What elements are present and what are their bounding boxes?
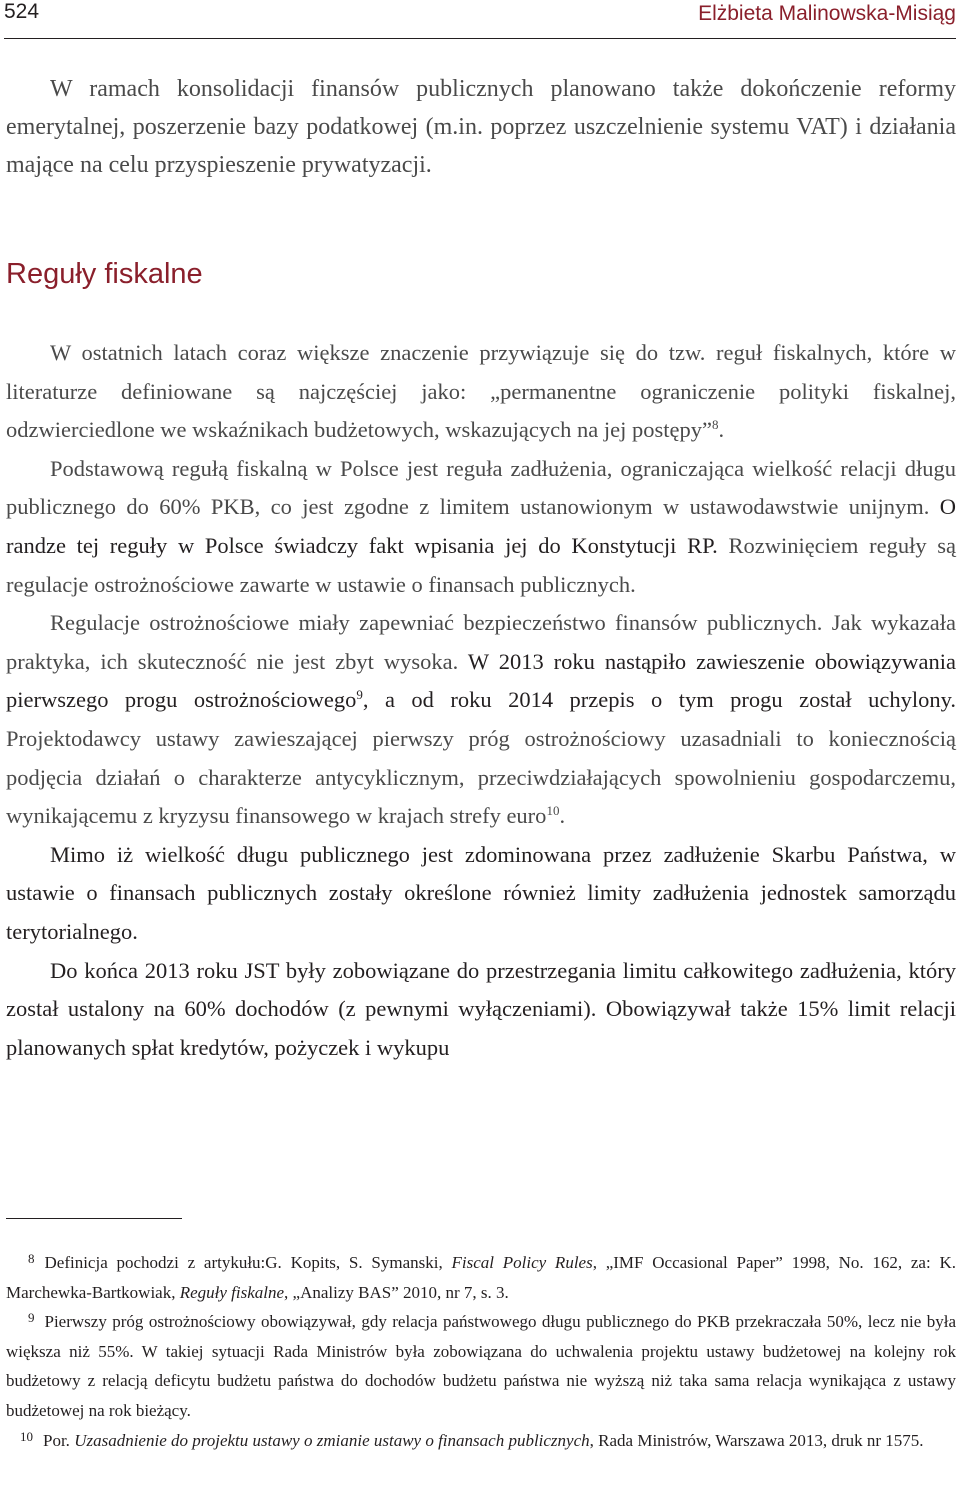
section-heading: Reguły fiskalne xyxy=(6,258,203,290)
body-text xyxy=(6,334,956,1067)
footnote-ref-9[interactable]: 9 xyxy=(356,687,363,703)
paragraph-2 xyxy=(6,450,956,604)
paragraph-2-text-b: O randze tej reguły w Polsce świadczy fakt wpisania jej do Konstytucji RP. xyxy=(6,494,956,558)
page-number: 524 xyxy=(4,0,40,23)
footnote-ref-10[interactable]: 10 xyxy=(546,803,560,819)
paragraph-3-end: . xyxy=(559,803,566,829)
paragraph-3-text-d: Projektodawcy ustawy zawieszającej pierwszy próg ostrożnościowy uzasadniali to koniecznością podjęcia działań o charakterze antycyklicznym, przeciwdziałających spowolnieniu gospodarczemu, wynikającemu z kryzysu finansowego w krajach strefy euro xyxy=(6,725,956,829)
footnotes xyxy=(6,1248,956,1455)
footnote-9: 9 Pierwszy próg ostrożnościowy obowiązywał, gdy relacja państwowego długu publicznego do PKB przekraczała 50%, lecz nie była większa niż 55%. W takiej sytuacji Rada Ministrów była zobowiązana do uchwalenia projektu ustawy budżetowej na kolejny rok budżetowy z relacją deficytu budżetu państwa do dochodów budżetu państwa nie wyższą niż taka sama relacja wynikająca z ustawy budżetowej na rok bieżący. xyxy=(6,1310,956,1420)
paragraph-3-text-c: , a od roku 2014 przepis o tym progu został uchylony. xyxy=(362,687,956,713)
footnote-8-title-1: Fiscal Policy Rules xyxy=(451,1253,593,1272)
paragraph-1 xyxy=(6,334,956,450)
intro-paragraph: W ramach konsolidacji finansów publicznych planowano także dokończenie reformy emerytalnej, poszerzenie bazy podatkowej (m.in. poprzez uszczelnienie systemu VAT) i działania mające na celu przyspieszenie prywatyzacji. xyxy=(6,76,956,178)
running-header xyxy=(4,0,956,39)
footnote-divider xyxy=(6,1218,182,1219)
paragraph-1-end: . xyxy=(718,417,725,443)
footnote-8-text-a: Definicja pochodzi z artykułu:G. Kopits, S. Symanski, xyxy=(44,1253,452,1272)
footnote-8: 8 Definicja pochodzi z artykułu:G. Kopits, S. Symanski, Fiscal Policy Rules, „IMF Occasional Paper” 1998, No. 162, za: K. Marchewka-Bartkowiak, Reguły fiskalne, „Analizy BAS” 2010, nr 7, s. 3. xyxy=(6,1251,956,1302)
paragraph-3-text-b: W 2013 roku nastąpiło zawieszenie obowiązywania pierwszego progu ostrożnościowego xyxy=(6,648,956,713)
footnote-10-text-a: Por. xyxy=(43,1430,75,1450)
paragraph-3 xyxy=(6,604,956,836)
footnote-10: 10 Por. Uzasadnienie do projektu ustawy o zmianie ustawy o finansach publicznych, Rada Ministrów, Warszawa 2013, druk nr 1575. xyxy=(20,1428,924,1450)
paragraph-3-text-a: Regulacje ostrożnościowe miały zapewniać bezpieczeństwo finansów publicznych. Jak wykazała praktyka, ich skuteczność nie jest zbyt wysoka. xyxy=(6,610,956,674)
paragraph-4: Mimo iż wielkość długu publicznego jest zdominowana przez zadłużenie Skarbu Państwa, w ustawie o finansach publicznych zostały określone również limity zadłużenia jednostek samorządu terytorialnego. xyxy=(6,841,956,944)
footnote-10-title: Uzasadnienie do projektu ustawy o zmianie ustawy o finansach publicznych xyxy=(74,1430,590,1450)
paragraph-5: Do końca 2013 roku JST były zobowiązane do przestrzegania limitu całkowitego zadłużenia, który został ustalony na 60% dochodów (z pewnymi wyłączeniami). Obowiązywał także 15% limit relacji planowanych spłat kredytów, pożyczek i wykupu xyxy=(6,957,956,1060)
running-author: Elżbieta Malinowska-Misiąg xyxy=(698,2,956,25)
footnote-9-text: Pierwszy próg ostrożnościowy obowiązywał, gdy relacja państwowego długu publicznego do PKB przekraczała 50%, lecz nie była większa niż 55%. W takiej sytuacji Rada Ministrów była zobowiązana do uchwalenia projektu ustawy budżetowej na kolejny rok budżetowy z relacją deficytu budżetu państwa do dochodów budżetu państwa nie wyższą niż taka sama relacja wynikająca z ustawy budżetowej na rok bieżący. xyxy=(6,1312,956,1420)
footnote-8-title-2: Reguły fiskalne xyxy=(179,1282,285,1302)
footnote-8-text-c: , „Analizy BAS” 2010, nr 7, s. 3. xyxy=(284,1282,509,1302)
footnote-8-text-b: , „IMF Occasional Paper” 1998, No. 162, za: K. Marchewka-Bartkowiak, xyxy=(6,1253,956,1302)
paragraph-2-text-a: Podstawową regułą fiskalną w Polsce jest reguła zadłużenia, ograniczająca wielkość relacji długu publicznego do 60% PKB, co jest zgodne z limitem ustanowionym w ustawodawstwie unijnym. xyxy=(6,455,956,520)
footnote-ref-8[interactable]: 8 xyxy=(711,417,719,433)
footnote-10-text-b: , Rada Ministrów, Warszawa 2013, druk nr 1575. xyxy=(589,1430,924,1450)
paragraph-2-text-c: Rozwinięciem reguły są regulacje ostrożnościowe zawarte w ustawie o finansach publicznych. xyxy=(6,532,957,597)
paragraph-1-text: W ostatnich latach coraz większe znaczenie przywiązuje się do tzw. reguł fiskalnych, które w literaturze definiowane są najczęściej jako: „permanentne ograniczenie polityki fiskalnej, odzwierciedlone we wskaźnikach budżetowych, wskazujących na jej postępy” xyxy=(6,340,956,443)
